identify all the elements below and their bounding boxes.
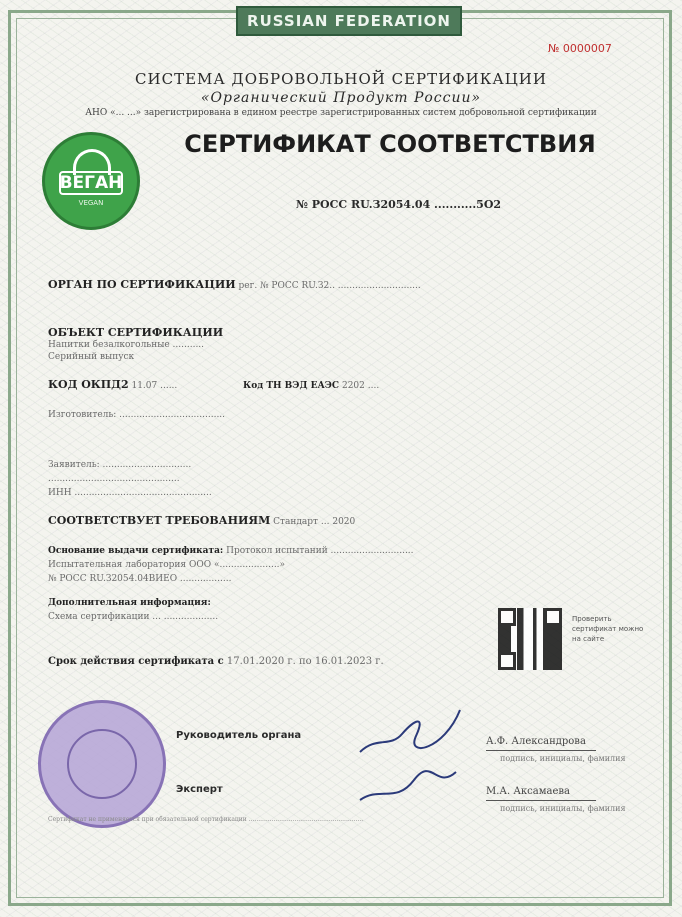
basis-row [48,546,414,556]
qr-code[interactable] [498,608,562,670]
codes-row [48,378,379,391]
conformity-row [48,514,355,527]
extra-info-label: Дополнительная информация: [48,598,211,608]
head-of-organ-label: Руководитель органа [176,730,302,741]
stamp-inner-ring [67,729,137,799]
extra-info-value: Схема сертификации ... ................... [48,612,219,622]
certificate-title: СЕРТИФИКАТ СООТВЕТСТВИЯ [184,130,596,158]
certificate-serial-number: № 0000007 [548,42,612,55]
tnved-label: Код ТН ВЭД ЕАЭС [243,381,340,391]
expert-label: Эксперт [176,784,223,795]
extra-info-row [48,598,211,608]
object-line2: Серийный выпуск [48,352,135,362]
validity-row [48,656,384,667]
head-signature [356,706,466,760]
footer-note: Сертификат не применяется при обязательной сертификации ............................................................ [48,816,364,823]
validity-label: Срок действия сертификата с [48,656,224,667]
logo-text: ВЕГАН [59,173,123,193]
manufacturer-line: Изготовитель: ..................................... [48,410,226,420]
system-name-line2: «Органический Продукт России» [200,90,482,106]
country-banner: RUSSIAN FEDERATION [236,6,462,36]
certificate-number: № РОСС RU.З2054.04 ...........5О2 [296,198,502,211]
logo-subtext: VEGAN [78,199,104,207]
basis-line2: Испытательная лаборатория ООО «.....................» [48,560,286,570]
qr-corner [544,608,562,626]
applicant-line3: ИНН ................................................ [48,488,212,498]
validity-to-label: по [298,656,312,667]
qr-note: Проверить сертификат можно на сайте [572,615,644,643]
validity-to: 16.01.2023 г. [314,656,384,667]
organ-row [48,278,421,291]
object-line1: Напитки безалкогольные ........... [48,340,205,350]
expert-signature-line [486,800,596,801]
applicant-line1: Заявитель: ............................... [48,460,192,470]
basis-line1: Протокол испытаний ............................. [226,546,414,556]
expert-name: М.А. Аксамаева [486,786,570,797]
applicant-line2: .............................................. [48,474,180,484]
conformity-label: СООТВЕТСТВУЕТ ТРЕБОВАНИЯМ [48,514,271,527]
okpd-value: 11.07 ...... [131,381,178,391]
object-label-row [48,326,223,339]
organ-value: рег. № РОСС RU.З2.. ............................. [238,281,421,291]
qr-corner [498,608,516,626]
conformity-value: Стандарт ... 2020 [273,517,356,527]
system-name-line1: СИСТЕМА ДОБРОВОЛЬНОЙ СЕРТИФИКАЦИИ [135,70,547,88]
head-sub-label: подпись, инициалы, фамилия [500,754,626,763]
validity-from: 17.01.2020 г. [226,656,296,667]
qr-corner [498,652,516,670]
head-name: А.Ф. Александрова [486,736,586,747]
vegan-logo [42,132,140,230]
system-registration-line: АНО «... ...» зарегистрирована в едином реестре зарегистрированных систем добровольной сертификации [85,108,597,118]
object-label: ОБЪЕКТ СЕРТИФИКАЦИИ [48,326,224,339]
expert-signature [356,760,466,810]
okpd-label: КОД ОКПД2 [48,378,129,391]
tnved-value: 2202 .... [341,381,380,391]
basis-label: Основание выдачи сертификата: [48,546,224,556]
expert-sub-label: подпись, инициалы, фамилия [500,804,626,813]
head-signature-line [486,750,596,751]
official-stamp [38,700,166,828]
organ-label: ОРГАН ПО СЕРТИФИКАЦИИ [48,278,236,291]
basis-line3: № РОСС RU.З2054.04ВИЕО .................. [48,574,232,584]
